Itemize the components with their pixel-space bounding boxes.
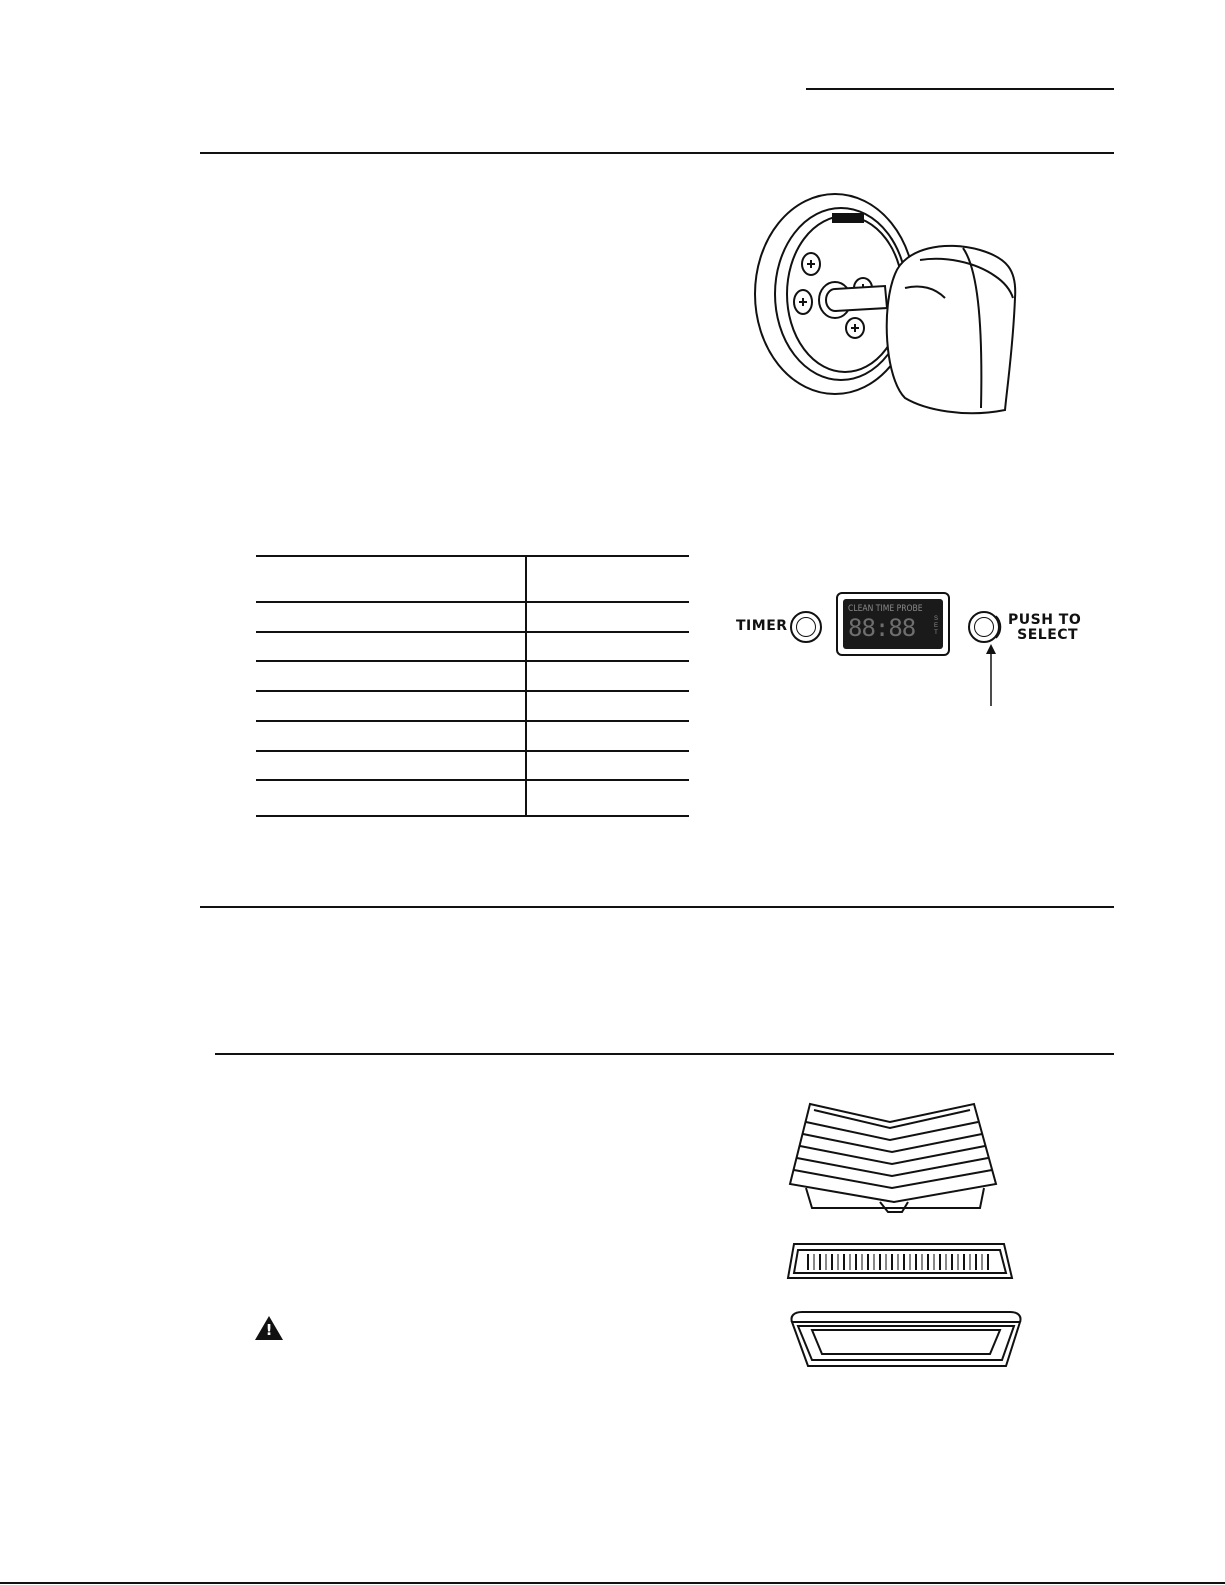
table-row-rule [256,750,689,752]
display-screen [843,599,943,649]
table-header-rule [256,601,689,603]
broiler-grid-illustration [786,1236,1014,1286]
push-label-line1: PUSH TO [1008,612,1082,628]
broiler-pan-rack-illustration [784,1102,1002,1214]
broiler-pan-illustration [786,1308,1026,1374]
table-column-divider [525,557,527,816]
pointer-arrow-icon [984,642,998,708]
table-row-rule [256,660,689,662]
push-to-select-label [1008,613,1081,643]
table-row-rule [256,631,689,633]
timer-button[interactable] [790,611,822,643]
table-row-rule [256,690,689,692]
section-rule-1 [200,152,1114,154]
table-row-rule [256,779,689,781]
footer-rule [0,1582,1225,1584]
section-rule-3 [215,1053,1114,1055]
table-top-rule [256,555,689,557]
table-row-rule [256,720,689,722]
knob-illustration [745,188,1035,428]
warning-icon-mark: ! [265,1321,273,1339]
timer-label: TIMER [736,618,788,634]
rotate-arrow-icon [994,614,1004,640]
display-digits: 88:88 [848,614,916,642]
display-set-label: S E T [933,616,938,636]
table-bottom-rule [256,815,689,817]
push-label-line2: SELECT [1017,627,1079,643]
display-mode-labels: CLEAN TIME PROBE [848,604,923,614]
section-rule-2 [200,906,1114,908]
header-rule [806,88,1114,90]
oven-display [836,592,950,656]
